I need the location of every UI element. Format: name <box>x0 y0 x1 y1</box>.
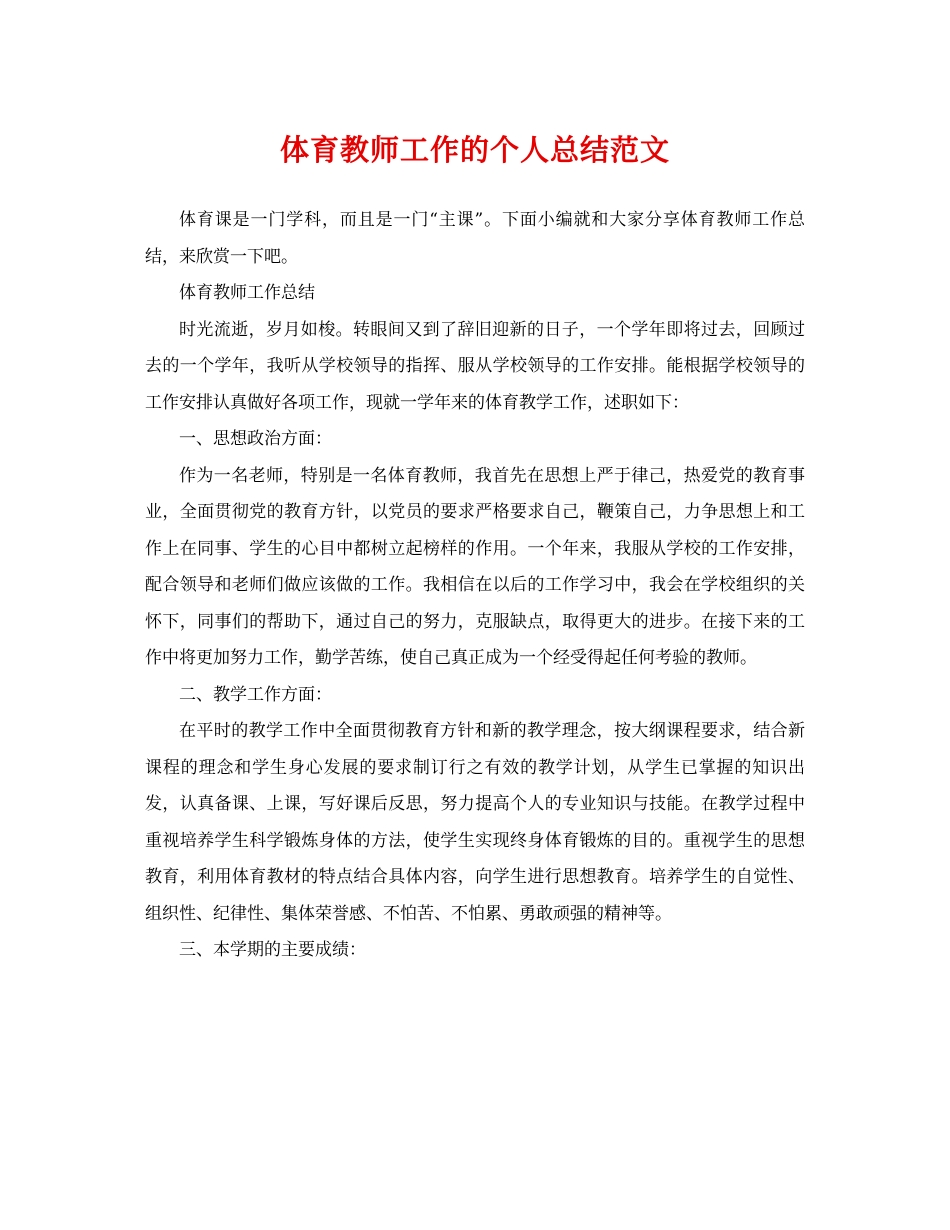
paragraph-subtitle: 体育教师工作总结 <box>179 283 315 303</box>
document-body <box>145 202 805 969</box>
document-title: 体育教师工作的个人总结范文 <box>279 133 670 167</box>
section-heading-teaching: 二、教学工作方面： <box>179 684 332 705</box>
section-heading-political: 一、思想政治方面： <box>179 429 332 449</box>
paragraph-intro: 体育课是一门学科，而且是一门“主课”。下面小编就和大家分享体育教师工作总结，来欣赏一下吧。 <box>145 210 805 267</box>
section-heading-achievements: 三、本学期的主要成绩： <box>179 940 366 960</box>
paragraph-political: 作为一名老师，特别是一名体育教师，我首先在思想上严于律己，热爱党的教育事业，全面贯彻党的教育方针，以党员的要求严格要求自己，鞭策自己，力争思想上和工作上在同事、学生的心目中都树立起榜样的作用。一个年来，我服从学校的工作安排，配合领导和老师们做应该做的工作。我相信在以后的工作学习中，我会在学校组织的关怀下，同事们的帮助下，通过自己的努力，克服缺点，取得更大的进步。在接下来的工作中将更加努力工作，勤学苦练，使自己真正成为一个经受得起任何考验的教师。 <box>145 465 805 668</box>
paragraph-opening: 时光流逝，岁月如梭。转眼间又到了辞旧迎新的日子，一个学年即将过去，回顾过去的一个学年，我听从学校领导的指挥、服从学校领导的工作安排。能根据学校领导的工作安排认真做好各项工作，现就一学年来的体育教学工作，述职如下： <box>145 319 805 413</box>
paragraph-teaching: 在平时的教学工作中全面贯彻教育方针和新的教学理念，按大纲课程要求，结合新课程的理念和学生身心发展的要求制订行之有效的教学计划，从学生已掌握的知识出发，认真备课、上课，写好课后反思，努力提高个人的专业知识与技能。在教学过程中重视培养学生科学锻炼身体的方法，使学生实现终身体育锻炼的目的。重视学生的思想教育，利用体育教材的特点结合具体内容，向学生进行思想教育。培养学生的自觉性、组织性、纪律性、集体荣誉感、不怕苦、不怕累、勇敢顽强的精神等。 <box>145 721 805 924</box>
